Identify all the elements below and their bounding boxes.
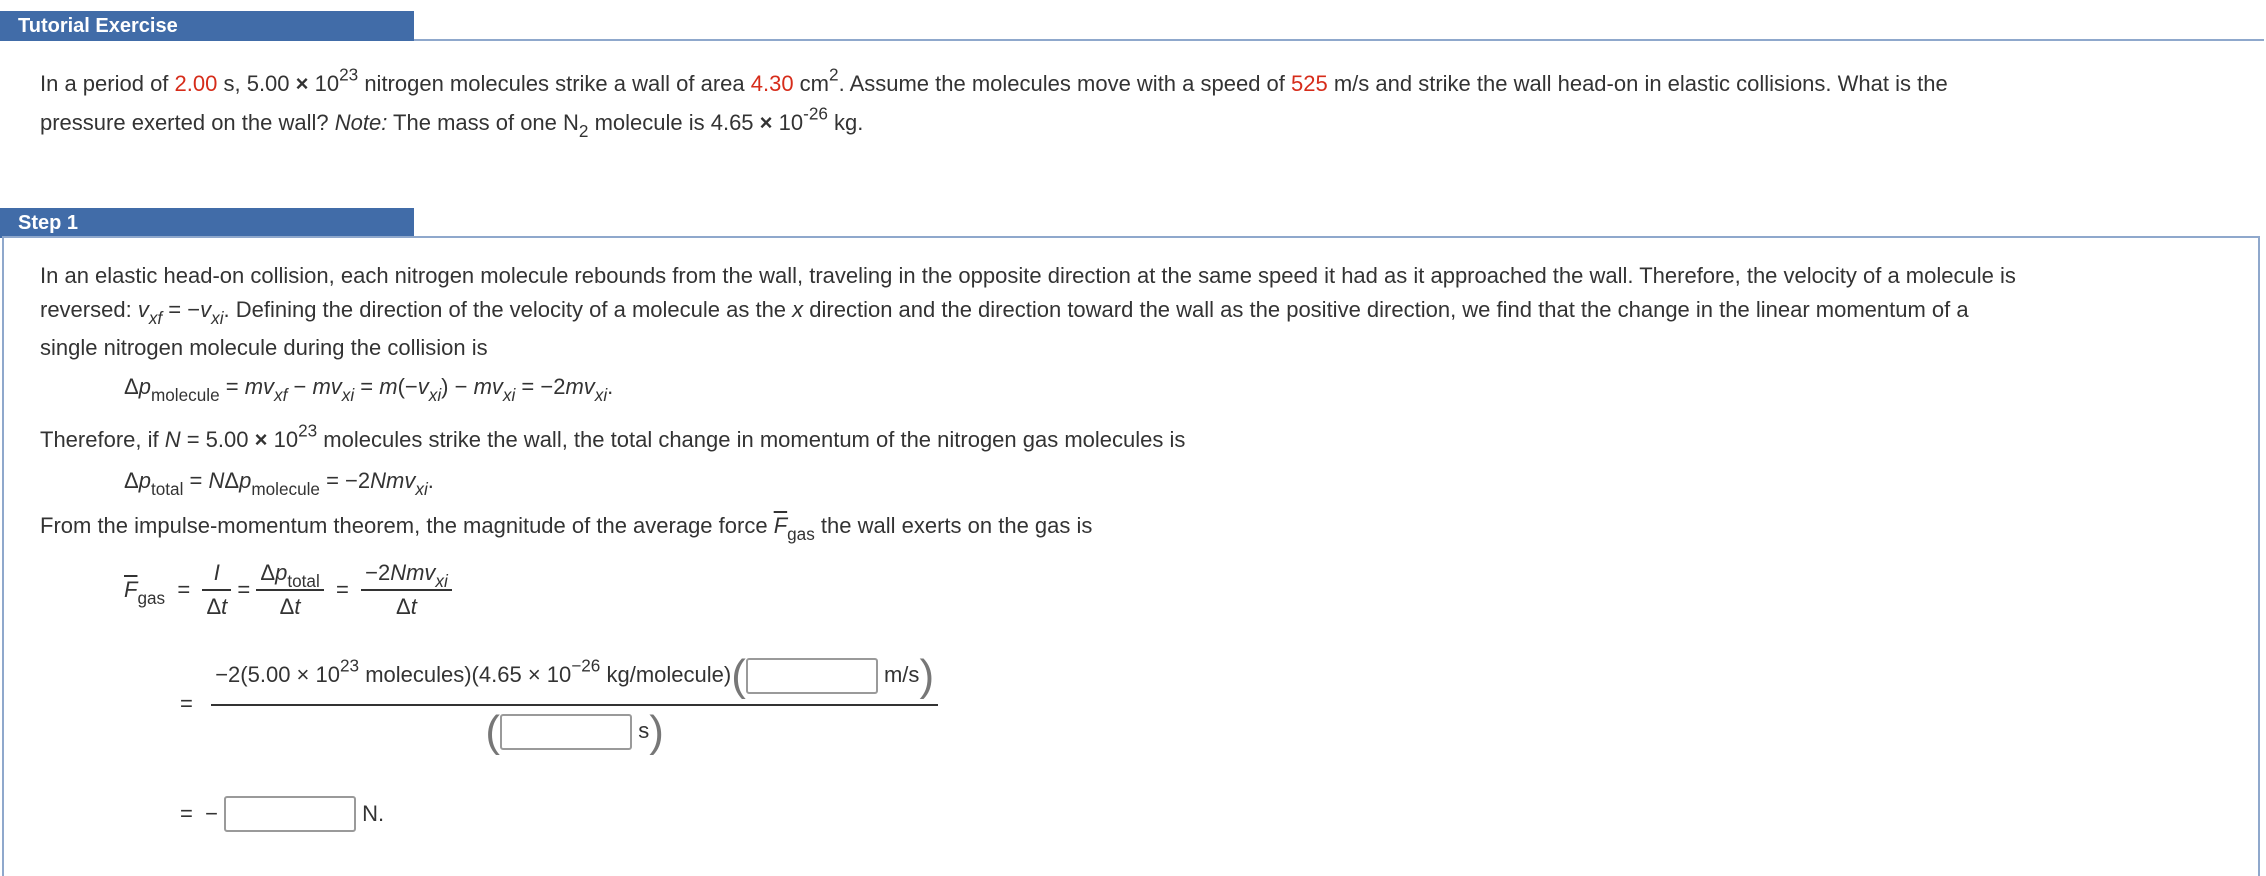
final-force-answer: = − N. [180, 796, 384, 832]
step1-title: Step 1 [0, 208, 414, 238]
average-force-equation: $\overline{F}_{gas}$ = $\frac{I}{\Delta t}$ = $\frac{\Delta p_{total}}{\Delta t}$ = $\frac{-2Nmv_{xi}}{\Delta t}$ [124, 560, 452, 620]
step1-paragraph2: Therefore, if $N = 5.00 \times 10^{23}$ molecules strike the wall, the total change in momentum of the nitrogen gas molecules is [40, 420, 1186, 452]
area-value: 4.30 [750, 71, 794, 96]
numeric-force-equation: = $\frac{-2(5.00 \times 10^{23} molecules)(4.65 \times 10^{-26} kg/molecule)( m/s)}{( s)}$ [180, 654, 938, 754]
step1-paragraph-line1: In an elastic head-on collision, each nitrogen molecule rebounds from the wall, traveling in the opposite direction at the same speed it had as it approached the wall. Therefore, the velocity of a molecule is [40, 263, 2016, 288]
force-answer-input[interactable] [224, 796, 356, 832]
step1-paragraph-line3: single nitrogen molecule during the collision is [40, 335, 488, 360]
speed-value: 525 [1291, 71, 1328, 96]
step1-header [0, 208, 2266, 238]
total-momentum-change-equation: $\Delta p_{total} = N\Delta p_{molecule} = -2Nmv_{xi}$. [124, 468, 434, 500]
time-answer-input[interactable] [500, 714, 632, 750]
speed-answer-input[interactable] [746, 658, 878, 694]
step1-paragraph-line2: reversed: $v_{xf} = -v_{xi}$. Defining the direction of the velocity of a molecule as the x direction and the direction toward the wall as the positive direction, we find that the change in the linear momentum of a [40, 297, 1969, 329]
time-value: 2.00 [174, 71, 218, 96]
momentum-change-molecule-equation: $\Delta p_{molecule} = mv_{xf} - mv_{xi} = m(-v_{xi}) - mv_{xi} = -2mv_{xi}$. [124, 374, 614, 406]
header-divider [414, 39, 2264, 41]
question-text: In a period of 2.00 s, $5.00 \times 10^{23}$ nitrogen molecules strike a wall of area 4.30 $cm^2$. Assume the molecules move with a speed of 525 m/s and strike the wall head-on in elastic collisions. What is the [40, 64, 1948, 96]
step1-paragraph3: From the impulse-momentum theorem, the magnitude of the average force $\overline{F}_{gas}$ the wall exerts on the gas is [40, 513, 1093, 545]
tutorial-exercise-title: Tutorial Exercise [0, 11, 414, 41]
numeric-fraction: $\frac{-2(5.00 \times 10^{23} molecules)(4.65 \times 10^{-26} kg/molecule)( m/s)}{( s)}$ [211, 654, 938, 754]
tutorial-exercise-header [0, 11, 2266, 41]
force-unit: N. [362, 801, 385, 826]
question-text-line2: pressure exerted on the wall? Note: The mass of one $N_2$ molecule is $4.65 \times 10^{-26}$ kg. [40, 103, 864, 142]
